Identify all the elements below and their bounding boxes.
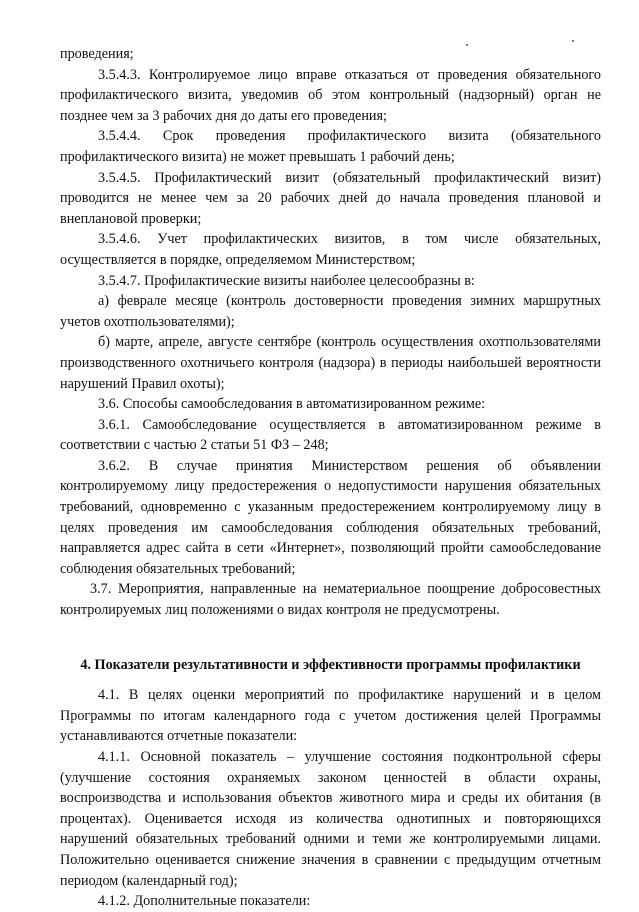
paragraph-item-a: а) феврале месяце (контроль достоверности проведения зимних маршрутных учетов охотпользователями); [60,293,601,330]
paragraph-3-5-4-3: 3.5.4.3. Контролируемое лицо вправе отказаться от проведения обязательного профилактического визита, уведомив об этом контрольный (надзорный) орган не позднее чем за 3 рабочих дня до даты его проведения; [60,66,601,124]
paragraph-3-5-4-5: 3.5.4.5. Профилактический визит (обязательный профилактический визит) проводится не менее чем за 20 рабочих дней до начала проведения плановой и внеплановой проверки; [60,169,601,227]
paragraph-3-5-4-7: 3.5.4.7. Профилактические визиты наиболее целесообразны в: [98,272,475,289]
section-gap [60,621,601,655]
paragraph-4-1-2: 4.1.2. Дополнительные показатели: [98,893,311,910]
section-4-heading: 4. Показатели результативности и эффективности программы профилактики [80,656,581,673]
paragraph-item-b: б) марте, апреле, августе сентябре (контроль осуществления охотпользователями производственного охотничьего контроля (надзора) в периоды наибольшей вероятности нарушений Правил охоты); [60,334,601,392]
paragraph-4-1: 4.1. В целях оценки мероприятий по профилактике нарушений и в целом Программы по итогам календарного года с учетом достижения целей Программы устанавливаются отчетные показатели: [60,687,601,745]
paragraph-3-6: 3.6. Способы самообследования в автоматизированном режиме: [98,396,486,413]
paragraph-4-1-1: 4.1.1. Основной показатель – улучшение состояния подконтрольной сферы (улучшение состояния охраняемых законом ценностей в области охраны, воспроизводства и использования объектов животного мира и среды их обитания (в процентах). Оценивается исходя из количества однотипных и повторяющихся нарушений обязательных требований одними и теми же контролируемыми лицами. Положительно оценивается снижение значения в сравнении с предыдущим отчетным периодом (календарный год); [60,749,601,889]
paragraph-3-6-2: 3.6.2. В случае принятия Министерством решения об объявлении контролируемому лицу предостережения о недопустимости нарушения обязательных требований, одновременно с указанным предостережением контролируемому лицу в целях проведения им самообследования соблюдения обязательных требований, направляется адрес сайта в сети «Интернет», позволяющий пройти самообследование соблюдения обязательных требований; [60,457,601,577]
scan-speck [466,44,468,46]
paragraph-continuation: проведения; [60,46,134,62]
heading-gap [60,675,601,685]
paragraph-3-7: 3.7. Мероприятия, направленные на нематериальное поощрение добросовестных контролируемых лиц положениями о видах контроля не предусмотрены. [60,581,601,619]
paragraph-3-5-4-4: 3.5.4.4. Срок проведения профилактического визита (обязательного профилактического визита) не может превышать 1 рабочий день; [60,128,601,165]
paragraph-3-5-4-6: 3.5.4.6. Учет профилактических визитов, в том числе обязательных, осуществляется в порядке, определяемом Министерством; [60,231,601,268]
paragraph-3-6-1: 3.6.1. Самообследование осуществляется в автоматизированном режиме в соответствии с частью 2 статьи 51 ФЗ – 248; [60,416,601,454]
scan-speck [572,40,574,42]
